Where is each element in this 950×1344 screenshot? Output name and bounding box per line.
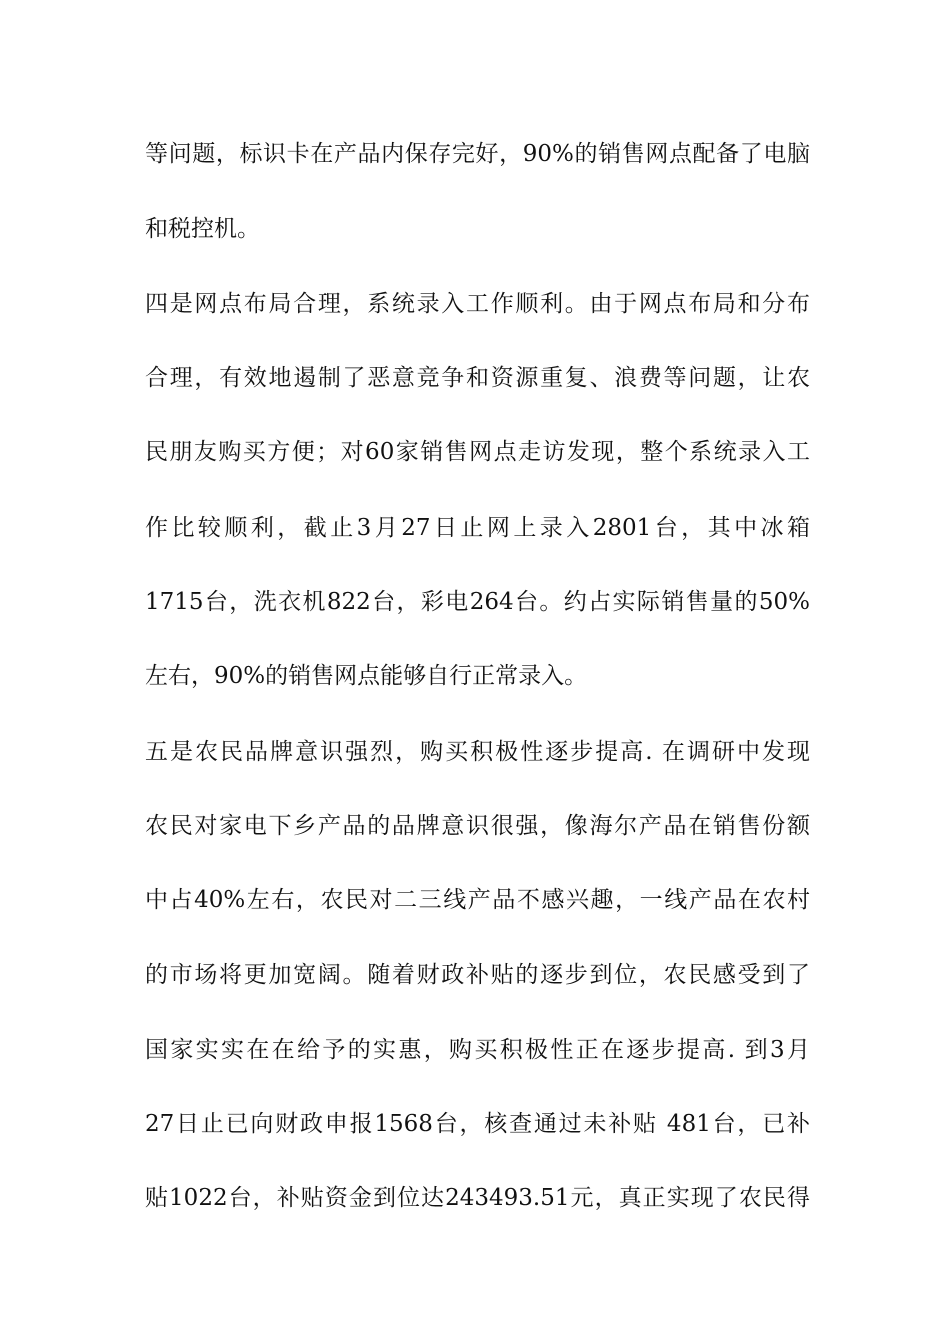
text-line: 五是农民品牌意识强烈，购买积极性逐步提高. 在调研中发现: [145, 739, 810, 765]
text-line: 左右，90%的销售网点能够自行正常录入。: [145, 663, 588, 689]
text-line: 合理，有效地遏制了恶意竞争和资源重复、浪费等问题，让农: [145, 365, 810, 391]
text-line: 贴1022台，补贴资金到位达243493.51元，真正实现了农民得: [145, 1185, 810, 1211]
text-line: 和税控机。: [145, 216, 260, 242]
text-line: 中占40%左右，农民对二三线产品不感兴趣，一线产品在农村: [145, 887, 810, 913]
text-line: 作比较顺利，截止3月27日止网上录入2801台，其中冰箱: [145, 515, 810, 541]
text-line: 等问题，标识卡在产品内保存完好，90%的销售网点配备了电脑: [145, 141, 810, 167]
text-line: 民朋友购买方便；对60家销售网点走访发现，整个系统录入工: [145, 439, 810, 465]
text-line: 四是网点布局合理，系统录入工作顺利。由于网点布局和分布: [145, 291, 810, 317]
text-line: 的市场将更加宽阔。随着财政补贴的逐步到位，农民感受到了: [145, 962, 810, 988]
text-line: 农民对家电下乡产品的品牌意识很强，像海尔产品在销售份额: [145, 813, 810, 839]
text-line: 国家实实在在给予的实惠，购买积极性正在逐步提高. 到3月: [145, 1037, 810, 1063]
text-line: 1715台，洗衣机822台，彩电264台。约占实际销售量的50%: [145, 589, 810, 615]
text-line: 27日止已向财政申报1568台，核查通过未补贴 481台，已补: [145, 1111, 810, 1137]
